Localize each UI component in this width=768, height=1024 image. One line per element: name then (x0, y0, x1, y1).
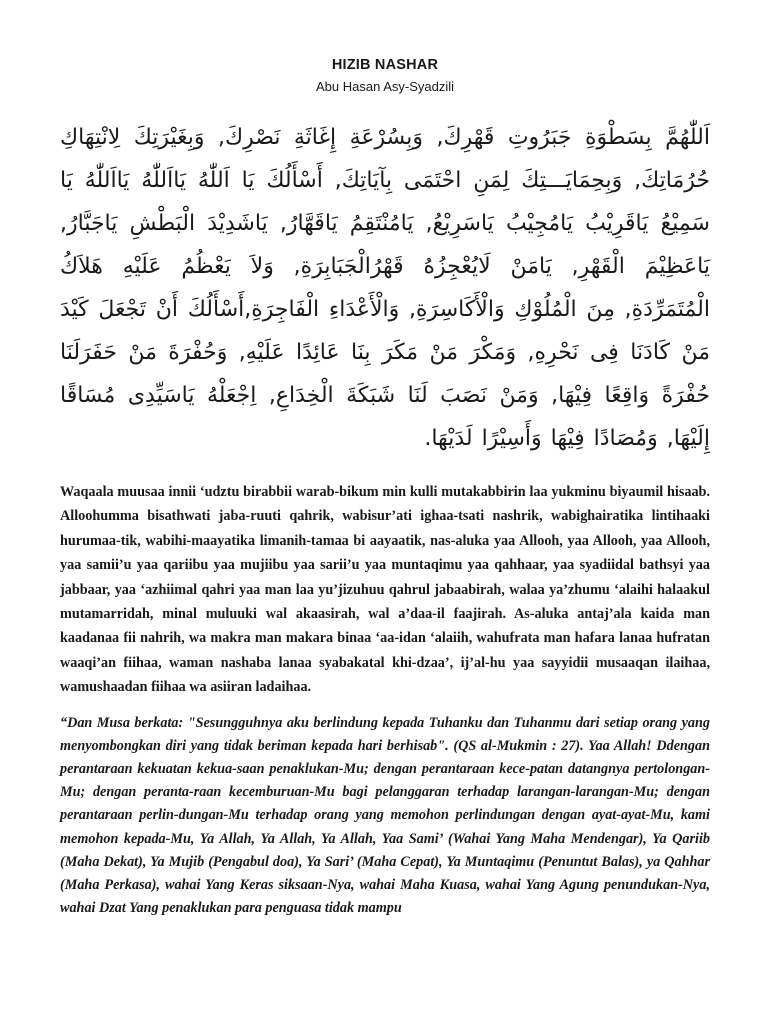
document-title: HIZIB NASHAR (331, 57, 439, 73)
transliteration-paragraph: Waqaala muusaa innii ‘udztu birabbii warab-bikum min kulli mutakabbirin laa yukminu biyaumil hisaab. Alloohumma bisathwati jaba-ruuti qahrik, wabisur’ati ighaa-tsati nashrik, wabighairatika lintihaaki hurumaa-tik, wabihi-maayatika limanih-tamaa bi aayaatik, nas-aluka yaa Allooh, yaa Allooh, yaa Allooh, yaa samii’u yaa qariibu yaa mujiibu yaa sarii’u yaa muntaqimu yaa qahhaar, yaa syadiidal bathsyi yaa jabbaar, yaa ‘azhiimal qahri yaa man laa yu’jizuhuu qahrul jabaabirah, walaa ya’zhumu ‘alaihi halaakul mutamarridah, minal muluuki wal akaasirah, wal a’daa-il faajirah. As-aluka antaj’ala kaida man kaadanaa fii nahrih, wa makra man makara binaa ‘aa-idan ‘alaiih, wahufrata man hafara lanaa hufratan waaqi’an fiihaa, waman nashaba lanaa syabakatal khi-dzaa’, ij’al-hu yaa sayyidii musaaqan ilaihaa, wamushaadan fiihaa wa asiiran ladaihaa. (60, 484, 710, 696)
translation-paragraph: “Dan Musa berkata: "Sesungguhnya aku berlindung kepada Tuhanku dan Tuhanmu dari setiap orang yang menyombongkan diri yang tidak beriman kepada hari berhisab". (QS al-Mukmin : 27). Yaa Allah! Ddengan perantaraan kekuatan kekua-saan penaklukan-Mu; dengan perantaraan kece-patan datangnya pertolongan-Mu; dengan peranta-raan kecemburuan-Mu bagi pelanggaran terhadap larangan-larangan-Mu; dengan perantaraan perlin-dungan-Mu terhadap orang yang memohon perlindungan dengan ayat-ayat-Mu, kami memohon kepada-Mu, Ya Allah, Ya Allah, Ya Allah, Yaa Sami’ (Wahai Yang Maha Mendengar), Ya Qariib (Maha Dekat), Ya Mujib (Pengabul doa), Ya Sari’ (Maha Cepat), Ya Muntaqimu (Penuntut Balas), ya Qahhar (Maha Perkasa), wahai Yang Keras siksaan-Nya, wahai Maha Kuasa, wahai Yang Agung penundukan-Nya, wahai Dzat Yang penaklukan para penguasa tidak mampu (60, 714, 710, 917)
document-author: Abu Hasan Asy-Syadzili (315, 79, 454, 94)
arabic-prayer-text: اَللّٰهُمَّ بِسَطْوَةِ جَبَرُوتِ قَهْرِكَ, وَبِسُرْعَةِ إِغَاثَةِ نَصْرِكَ, وَبِغَيْرَتِكَ لِانْتِهَاكِ حُرُمَاتِكَ, وَبِحِمَايَـــتِكَ لِمَنِ احْتَمَى بِآيَاتِكَ, أَسْأَلُكَ يَا اَللّٰهُ يَااَللّٰهُ يَااَللّٰهُ يَا سَمِيْعُ يَاقَرِيْبُ يَامُجِيْبُ يَاسَرِيْعُ, يَامُنْتَقِمُ يَاقَهَّارُ, يَاشَدِيْدَ الْبَطْشِ يَاجَبَّارُ, يَاعَظِيْمَ الْقَهْرِ, يَامَنْ لَايُعْجِزُهُ قَهْرُالْجَبَابِرَةِ, وَلاَ يَعْظُمُ عَلَيْهِ هَلاَكُ الْمُتَمَرِّدَةِ, مِنَ الْمُلُوْكِ وَالْأَكَاسِرَةِ, وَالْأَعْدَاءِ الْفَاجِرَةِ,أَسْأَلُكَ أَنْ تَجْعَلَ كَيْدَ مَنْ كَادَنَا فِى نَحْرِهِ, وَمَكْرَ مَنْ مَكَرَ بِنَا عَائِدًا عَلَيْهِ, وَحُفْرَةَ مَنْ حَفَرَلَنَا حُفْرَةً وَاقِعًا فِيْهَا, وَمَنْ نَصَبَ لَنَا شَبَكَةَ الْخِدَاعِ, اِجْعَلْهُ يَاسَيِّدِى مُسَاقًا إِلَيْهَا, وَمُصَادًا فِيْهَا وَأَسِيْرًا لَدَيْهَا. (60, 125, 710, 451)
